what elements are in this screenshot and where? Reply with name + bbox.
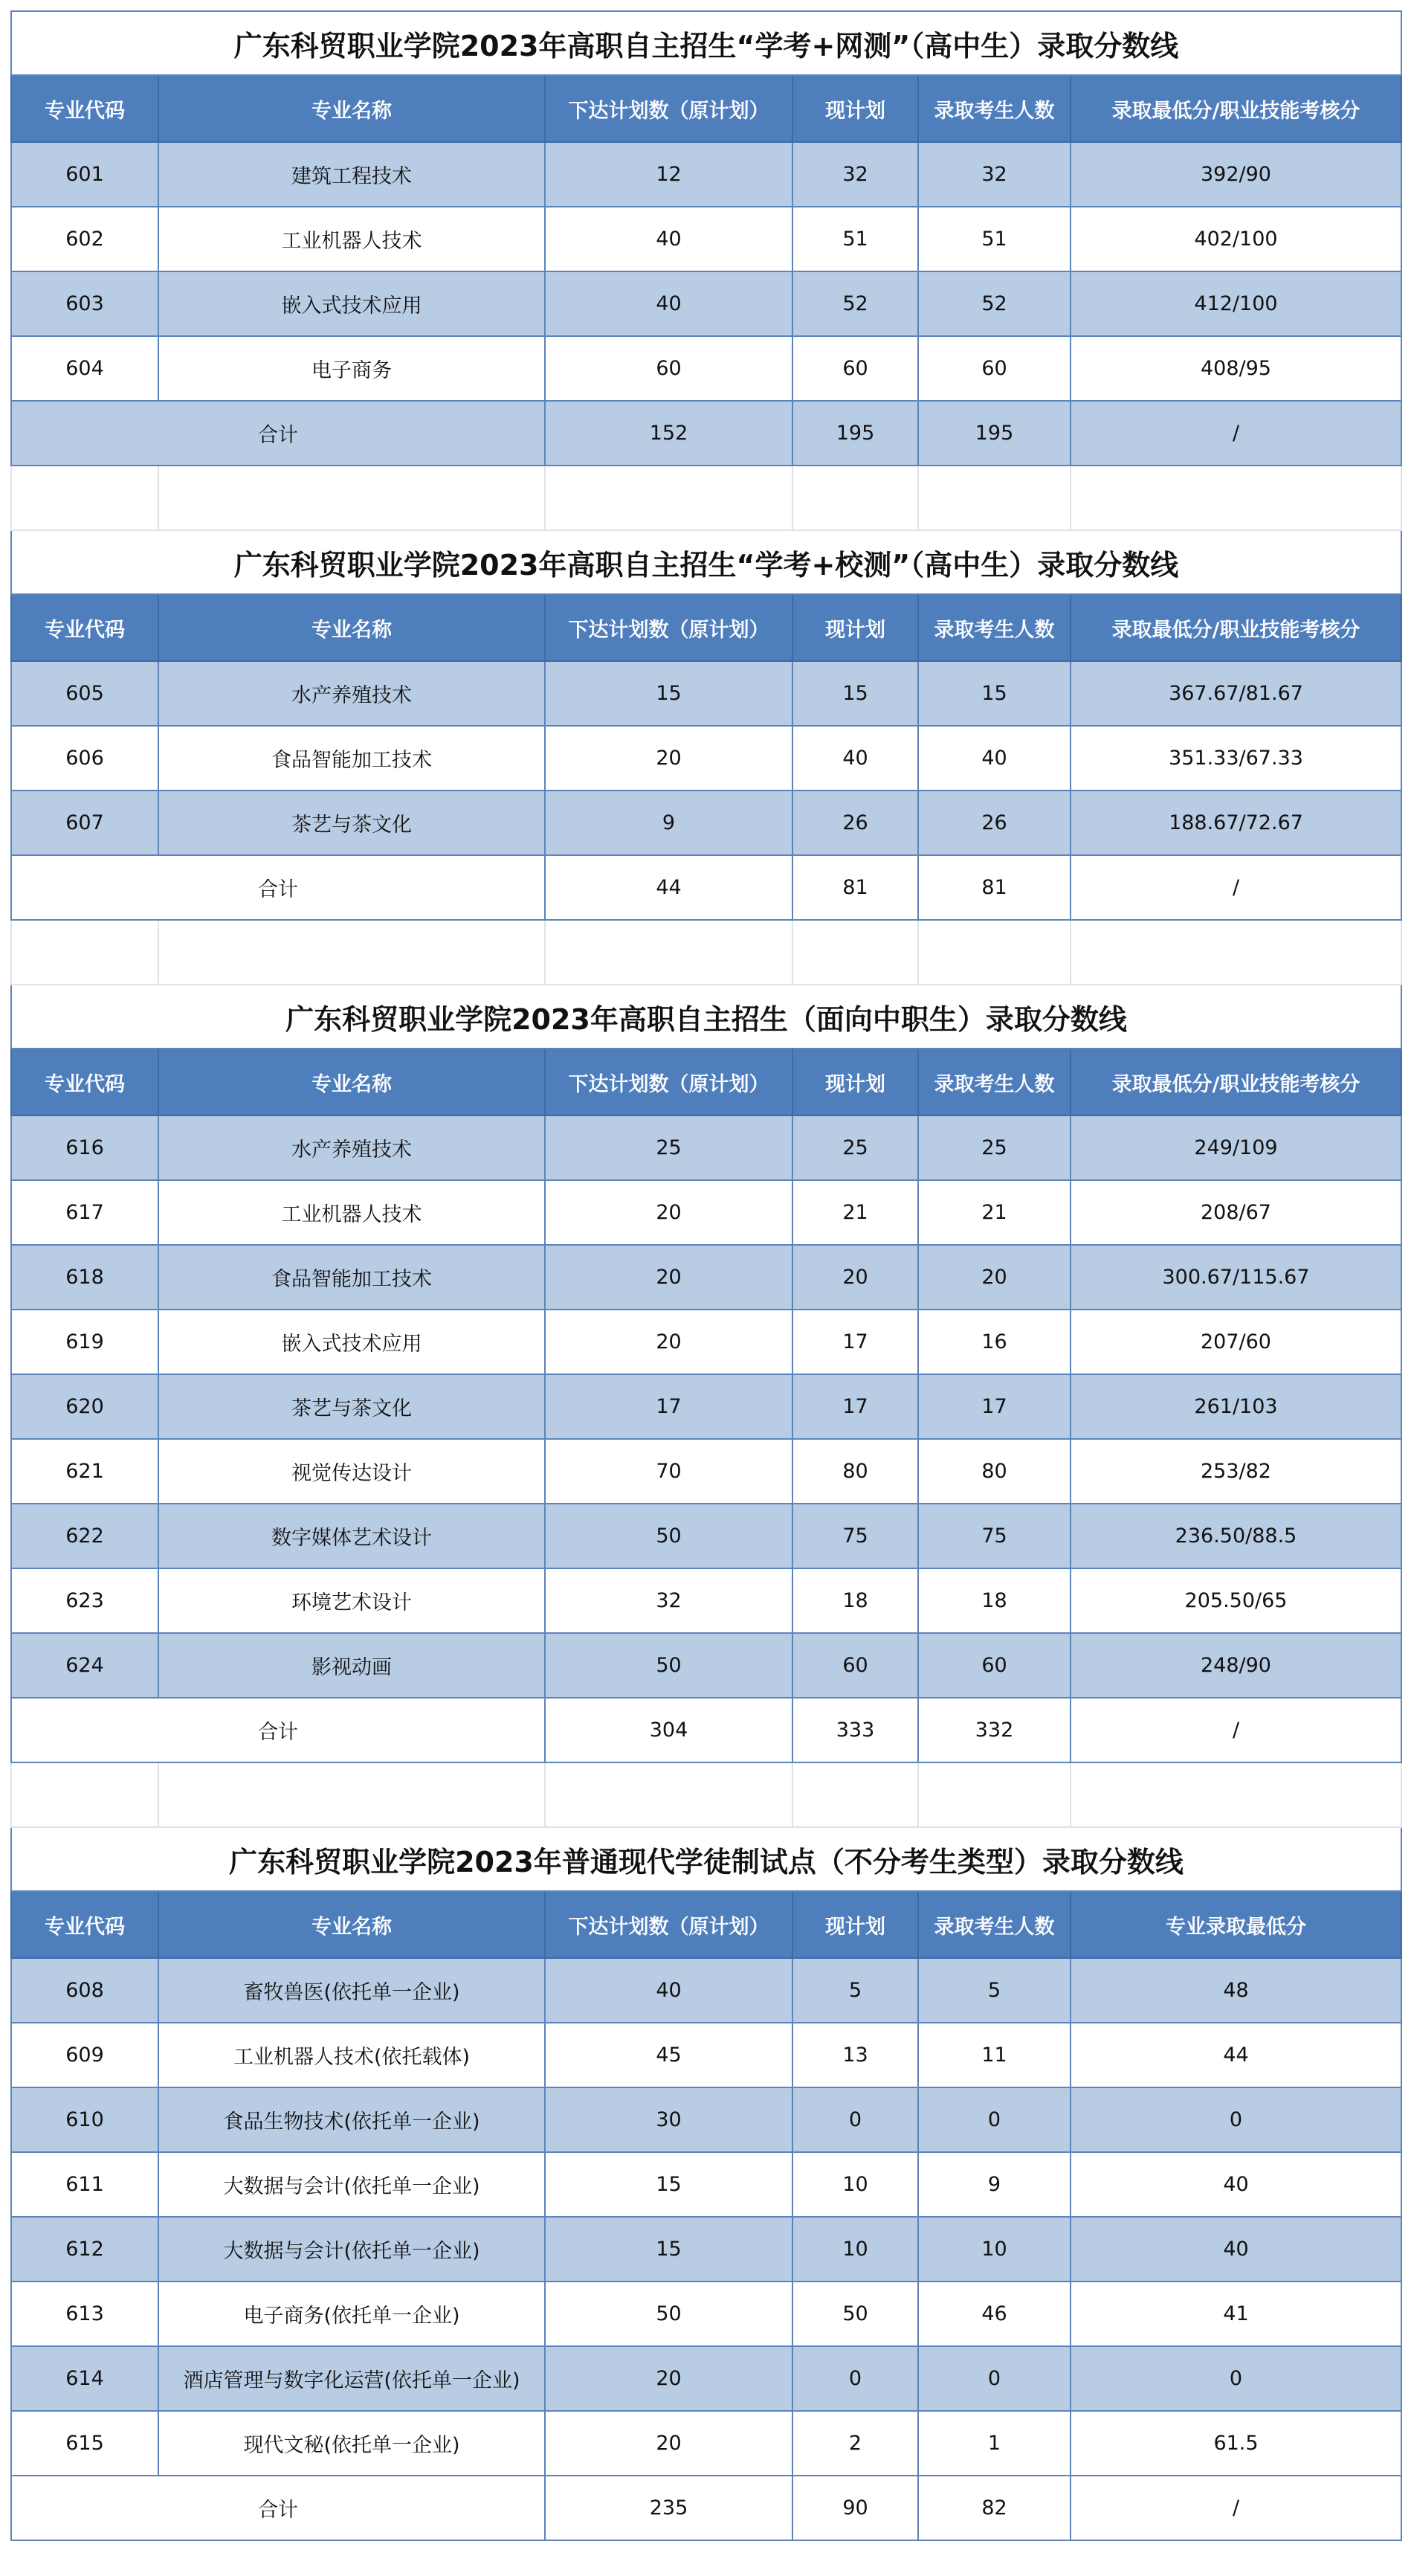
- admitted-count-cell: 10: [918, 2217, 1071, 2282]
- min-score-cell: 408/95: [1071, 336, 1401, 401]
- admitted-count-cell: 18: [918, 1568, 1071, 1633]
- empty-cell: [545, 920, 792, 985]
- total-current-plan: 81: [792, 855, 918, 920]
- admitted-count-cell: 52: [918, 271, 1071, 336]
- admitted-count-cell: 17: [918, 1374, 1071, 1439]
- admitted-count-cell: 11: [918, 2023, 1071, 2087]
- min-score-cell: 367.67/81.67: [1071, 661, 1401, 726]
- major-code-cell: 620: [11, 1374, 158, 1439]
- section-title-row: [11, 530, 1401, 594]
- spacer-row: [11, 466, 1401, 530]
- major-code-cell: 623: [11, 1568, 158, 1633]
- table-row: [11, 661, 1401, 726]
- admitted-count-cell: 46: [918, 2282, 1071, 2346]
- original-plan-cell: 17: [545, 1374, 792, 1439]
- table-row: [11, 1958, 1401, 2023]
- table-row: [11, 2023, 1401, 2087]
- total-original-plan: 235: [545, 2476, 792, 2540]
- major-code-cell: 611: [11, 2152, 158, 2217]
- empty-cell: [11, 920, 158, 985]
- empty-cell: [158, 466, 545, 530]
- major-code-cell: 606: [11, 726, 158, 790]
- major-name-cell: 工业机器人技术: [158, 207, 545, 271]
- major-name-cell: 畜牧兽医(依托单一企业): [158, 1958, 545, 2023]
- original-plan-cell: 60: [545, 336, 792, 401]
- major-code-cell: 603: [11, 271, 158, 336]
- current-plan-cell: 25: [792, 1115, 918, 1180]
- major-code-cell: 610: [11, 2087, 158, 2152]
- total-admitted: 332: [918, 1698, 1071, 1762]
- column-header: 现计划: [792, 75, 918, 142]
- current-plan-cell: 21: [792, 1180, 918, 1245]
- major-name-cell: 食品智能加工技术: [158, 726, 545, 790]
- total-min-score: /: [1071, 401, 1401, 466]
- column-header: 下达计划数（原计划）: [545, 594, 792, 661]
- total-min-score: /: [1071, 2476, 1401, 2540]
- min-score-cell: 205.50/65: [1071, 1568, 1401, 1633]
- admitted-count-cell: 80: [918, 1439, 1071, 1504]
- major-name-cell: 工业机器人技术(依托载体): [158, 2023, 545, 2087]
- column-header: 录取考生人数: [918, 75, 1071, 142]
- score-table: [10, 10, 1402, 2541]
- current-plan-cell: 40: [792, 726, 918, 790]
- current-plan-cell: 52: [792, 271, 918, 336]
- min-score-cell: 261/103: [1071, 1374, 1401, 1439]
- min-score-cell: 40: [1071, 2217, 1401, 2282]
- current-plan-cell: 17: [792, 1310, 918, 1374]
- table-row: [11, 1245, 1401, 1310]
- section-title-row: [11, 1827, 1401, 1891]
- total-min-score: /: [1071, 1698, 1401, 1762]
- column-header: 录取考生人数: [918, 1891, 1071, 1958]
- admission-score-sheet: [10, 10, 1401, 2541]
- original-plan-cell: 45: [545, 2023, 792, 2087]
- empty-cell: [545, 1762, 792, 1827]
- original-plan-cell: 12: [545, 142, 792, 207]
- major-name-cell: 数字媒体艺术设计: [158, 1504, 545, 1568]
- major-name-cell: 食品智能加工技术: [158, 1245, 545, 1310]
- section-title: 广东科贸职业学院2023年普通现代学徒制试点（不分考生类型）录取分数线: [11, 1827, 1401, 1891]
- admitted-count-cell: 16: [918, 1310, 1071, 1374]
- admitted-count-cell: 20: [918, 1245, 1071, 1310]
- original-plan-cell: 70: [545, 1439, 792, 1504]
- major-name-cell: 食品生物技术(依托单一企业): [158, 2087, 545, 2152]
- empty-cell: [1071, 466, 1401, 530]
- major-name-cell: 环境艺术设计: [158, 1568, 545, 1633]
- major-name-cell: 影视动画: [158, 1633, 545, 1698]
- original-plan-cell: 9: [545, 790, 792, 855]
- total-label: 合计: [11, 1698, 545, 1762]
- min-score-cell: 402/100: [1071, 207, 1401, 271]
- original-plan-cell: 40: [545, 207, 792, 271]
- total-admitted: 81: [918, 855, 1071, 920]
- section-title-row: [11, 985, 1401, 1049]
- column-header-row: [11, 1891, 1401, 1958]
- empty-cell: [545, 466, 792, 530]
- current-plan-cell: 15: [792, 661, 918, 726]
- table-row: [11, 142, 1401, 207]
- original-plan-cell: 32: [545, 1568, 792, 1633]
- table-row: [11, 207, 1401, 271]
- original-plan-cell: 15: [545, 2152, 792, 2217]
- total-label: 合计: [11, 2476, 545, 2540]
- column-header: 下达计划数（原计划）: [545, 75, 792, 142]
- original-plan-cell: 20: [545, 1180, 792, 1245]
- column-header: 专业名称: [158, 75, 545, 142]
- major-name-cell: 建筑工程技术: [158, 142, 545, 207]
- total-original-plan: 304: [545, 1698, 792, 1762]
- admitted-count-cell: 26: [918, 790, 1071, 855]
- column-header: 下达计划数（原计划）: [545, 1049, 792, 1115]
- major-name-cell: 茶艺与茶文化: [158, 1374, 545, 1439]
- column-header: 现计划: [792, 594, 918, 661]
- table-row: [11, 1439, 1401, 1504]
- current-plan-cell: 2: [792, 2411, 918, 2476]
- total-row: [11, 1698, 1401, 1762]
- major-code-cell: 624: [11, 1633, 158, 1698]
- major-code-cell: 621: [11, 1439, 158, 1504]
- current-plan-cell: 50: [792, 2282, 918, 2346]
- column-header-row: [11, 1049, 1401, 1115]
- current-plan-cell: 20: [792, 1245, 918, 1310]
- major-code-cell: 608: [11, 1958, 158, 2023]
- current-plan-cell: 80: [792, 1439, 918, 1504]
- min-score-cell: 412/100: [1071, 271, 1401, 336]
- spacer-row: [11, 1762, 1401, 1827]
- major-code-cell: 607: [11, 790, 158, 855]
- current-plan-cell: 0: [792, 2087, 918, 2152]
- min-score-cell: 249/109: [1071, 1115, 1401, 1180]
- section-title: 广东科贸职业学院2023年高职自主招生（面向中职生）录取分数线: [11, 985, 1401, 1049]
- current-plan-cell: 26: [792, 790, 918, 855]
- admitted-count-cell: 60: [918, 336, 1071, 401]
- major-name-cell: 电子商务: [158, 336, 545, 401]
- admitted-count-cell: 51: [918, 207, 1071, 271]
- min-score-cell: 48: [1071, 1958, 1401, 2023]
- current-plan-cell: 75: [792, 1504, 918, 1568]
- total-row: [11, 2476, 1401, 2540]
- current-plan-cell: 10: [792, 2152, 918, 2217]
- major-name-cell: 水产养殖技术: [158, 661, 545, 726]
- empty-cell: [792, 920, 918, 985]
- total-label: 合计: [11, 401, 545, 466]
- column-header: 现计划: [792, 1891, 918, 1958]
- major-name-cell: 水产养殖技术: [158, 1115, 545, 1180]
- admitted-count-cell: 0: [918, 2346, 1071, 2411]
- major-code-cell: 601: [11, 142, 158, 207]
- empty-cell: [792, 1762, 918, 1827]
- original-plan-cell: 20: [545, 2346, 792, 2411]
- total-admitted: 82: [918, 2476, 1071, 2540]
- admitted-count-cell: 32: [918, 142, 1071, 207]
- table-row: [11, 1633, 1401, 1698]
- major-code-cell: 616: [11, 1115, 158, 1180]
- total-original-plan: 44: [545, 855, 792, 920]
- admitted-count-cell: 1: [918, 2411, 1071, 2476]
- column-header: 专业录取最低分: [1071, 1891, 1401, 1958]
- empty-cell: [158, 1762, 545, 1827]
- min-score-cell: 351.33/67.33: [1071, 726, 1401, 790]
- table-row: [11, 2217, 1401, 2282]
- major-code-cell: 622: [11, 1504, 158, 1568]
- column-header: 专业名称: [158, 1049, 545, 1115]
- total-row: [11, 855, 1401, 920]
- original-plan-cell: 20: [545, 1310, 792, 1374]
- current-plan-cell: 32: [792, 142, 918, 207]
- current-plan-cell: 13: [792, 2023, 918, 2087]
- min-score-cell: 248/90: [1071, 1633, 1401, 1698]
- major-name-cell: 嵌入式技术应用: [158, 271, 545, 336]
- column-header: 专业代码: [11, 75, 158, 142]
- table-row: [11, 2282, 1401, 2346]
- original-plan-cell: 20: [545, 2411, 792, 2476]
- major-name-cell: 现代文秘(依托单一企业): [158, 2411, 545, 2476]
- empty-cell: [1071, 1762, 1401, 1827]
- table-row: [11, 1310, 1401, 1374]
- column-header: 录取考生人数: [918, 594, 1071, 661]
- empty-cell: [918, 1762, 1071, 1827]
- spacer-row: [11, 920, 1401, 985]
- column-header: 专业代码: [11, 1049, 158, 1115]
- column-header-row: [11, 594, 1401, 661]
- column-header: 录取最低分/职业技能考核分: [1071, 594, 1401, 661]
- empty-cell: [11, 1762, 158, 1827]
- major-name-cell: 嵌入式技术应用: [158, 1310, 545, 1374]
- total-original-plan: 152: [545, 401, 792, 466]
- min-score-cell: 207/60: [1071, 1310, 1401, 1374]
- table-row: [11, 2087, 1401, 2152]
- major-name-cell: 工业机器人技术: [158, 1180, 545, 1245]
- major-code-cell: 617: [11, 1180, 158, 1245]
- column-header: 专业代码: [11, 1891, 158, 1958]
- original-plan-cell: 15: [545, 2217, 792, 2282]
- section-title: 广东科贸职业学院2023年高职自主招生“学考+校测”（高中生）录取分数线: [11, 530, 1401, 594]
- column-header: 专业名称: [158, 1891, 545, 1958]
- table-row: [11, 1180, 1401, 1245]
- min-score-cell: 0: [1071, 2087, 1401, 2152]
- total-current-plan: 195: [792, 401, 918, 466]
- table-row: [11, 2346, 1401, 2411]
- column-header: 专业代码: [11, 594, 158, 661]
- section-title: 广东科贸职业学院2023年高职自主招生“学考+网测”（高中生）录取分数线: [11, 11, 1401, 75]
- table-row: [11, 271, 1401, 336]
- section-title-row: [11, 11, 1401, 75]
- min-score-cell: 41: [1071, 2282, 1401, 2346]
- current-plan-cell: 5: [792, 1958, 918, 2023]
- admitted-count-cell: 75: [918, 1504, 1071, 1568]
- original-plan-cell: 50: [545, 1504, 792, 1568]
- current-plan-cell: 0: [792, 2346, 918, 2411]
- admitted-count-cell: 40: [918, 726, 1071, 790]
- major-code-cell: 602: [11, 207, 158, 271]
- empty-cell: [918, 920, 1071, 985]
- major-code-cell: 618: [11, 1245, 158, 1310]
- table-row: [11, 726, 1401, 790]
- current-plan-cell: 51: [792, 207, 918, 271]
- admitted-count-cell: 0: [918, 2087, 1071, 2152]
- major-code-cell: 619: [11, 1310, 158, 1374]
- admitted-count-cell: 25: [918, 1115, 1071, 1180]
- column-header: 录取考生人数: [918, 1049, 1071, 1115]
- min-score-cell: 300.67/115.67: [1071, 1245, 1401, 1310]
- total-admitted: 195: [918, 401, 1071, 466]
- empty-cell: [792, 466, 918, 530]
- table-row: [11, 2152, 1401, 2217]
- original-plan-cell: 25: [545, 1115, 792, 1180]
- original-plan-cell: 20: [545, 726, 792, 790]
- admitted-count-cell: 15: [918, 661, 1071, 726]
- current-plan-cell: 60: [792, 336, 918, 401]
- original-plan-cell: 15: [545, 661, 792, 726]
- min-score-cell: 0: [1071, 2346, 1401, 2411]
- min-score-cell: 188.67/72.67: [1071, 790, 1401, 855]
- original-plan-cell: 50: [545, 2282, 792, 2346]
- major-name-cell: 电子商务(依托单一企业): [158, 2282, 545, 2346]
- min-score-cell: 208/67: [1071, 1180, 1401, 1245]
- column-header: 现计划: [792, 1049, 918, 1115]
- current-plan-cell: 10: [792, 2217, 918, 2282]
- current-plan-cell: 17: [792, 1374, 918, 1439]
- admitted-count-cell: 5: [918, 1958, 1071, 2023]
- original-plan-cell: 20: [545, 1245, 792, 1310]
- empty-cell: [158, 920, 545, 985]
- admitted-count-cell: 9: [918, 2152, 1071, 2217]
- original-plan-cell: 40: [545, 271, 792, 336]
- min-score-cell: 236.50/88.5: [1071, 1504, 1401, 1568]
- empty-cell: [1071, 920, 1401, 985]
- total-row: [11, 401, 1401, 466]
- current-plan-cell: 18: [792, 1568, 918, 1633]
- current-plan-cell: 60: [792, 1633, 918, 1698]
- major-code-cell: 615: [11, 2411, 158, 2476]
- original-plan-cell: 40: [545, 1958, 792, 2023]
- major-code-cell: 609: [11, 2023, 158, 2087]
- min-score-cell: 44: [1071, 2023, 1401, 2087]
- major-code-cell: 613: [11, 2282, 158, 2346]
- table-row: [11, 336, 1401, 401]
- major-name-cell: 茶艺与茶文化: [158, 790, 545, 855]
- major-code-cell: 612: [11, 2217, 158, 2282]
- admitted-count-cell: 21: [918, 1180, 1071, 1245]
- major-code-cell: 605: [11, 661, 158, 726]
- admitted-count-cell: 60: [918, 1633, 1071, 1698]
- major-name-cell: 视觉传达设计: [158, 1439, 545, 1504]
- min-score-cell: 40: [1071, 2152, 1401, 2217]
- column-header: 下达计划数（原计划）: [545, 1891, 792, 1958]
- min-score-cell: 392/90: [1071, 142, 1401, 207]
- major-code-cell: 614: [11, 2346, 158, 2411]
- table-row: [11, 1568, 1401, 1633]
- total-label: 合计: [11, 855, 545, 920]
- empty-cell: [918, 466, 1071, 530]
- column-header: 专业名称: [158, 594, 545, 661]
- column-header-row: [11, 75, 1401, 142]
- total-min-score: /: [1071, 855, 1401, 920]
- total-current-plan: 333: [792, 1698, 918, 1762]
- major-name-cell: 大数据与会计(依托单一企业): [158, 2217, 545, 2282]
- min-score-cell: 61.5: [1071, 2411, 1401, 2476]
- column-header: 录取最低分/职业技能考核分: [1071, 75, 1401, 142]
- total-current-plan: 90: [792, 2476, 918, 2540]
- major-name-cell: 大数据与会计(依托单一企业): [158, 2152, 545, 2217]
- table-row: [11, 1504, 1401, 1568]
- column-header: 录取最低分/职业技能考核分: [1071, 1049, 1401, 1115]
- table-row: [11, 2411, 1401, 2476]
- original-plan-cell: 50: [545, 1633, 792, 1698]
- major-name-cell: 酒店管理与数字化运营(依托单一企业): [158, 2346, 545, 2411]
- min-score-cell: 253/82: [1071, 1439, 1401, 1504]
- empty-cell: [11, 466, 158, 530]
- major-code-cell: 604: [11, 336, 158, 401]
- table-row: [11, 790, 1401, 855]
- original-plan-cell: 30: [545, 2087, 792, 2152]
- table-row: [11, 1374, 1401, 1439]
- table-row: [11, 1115, 1401, 1180]
